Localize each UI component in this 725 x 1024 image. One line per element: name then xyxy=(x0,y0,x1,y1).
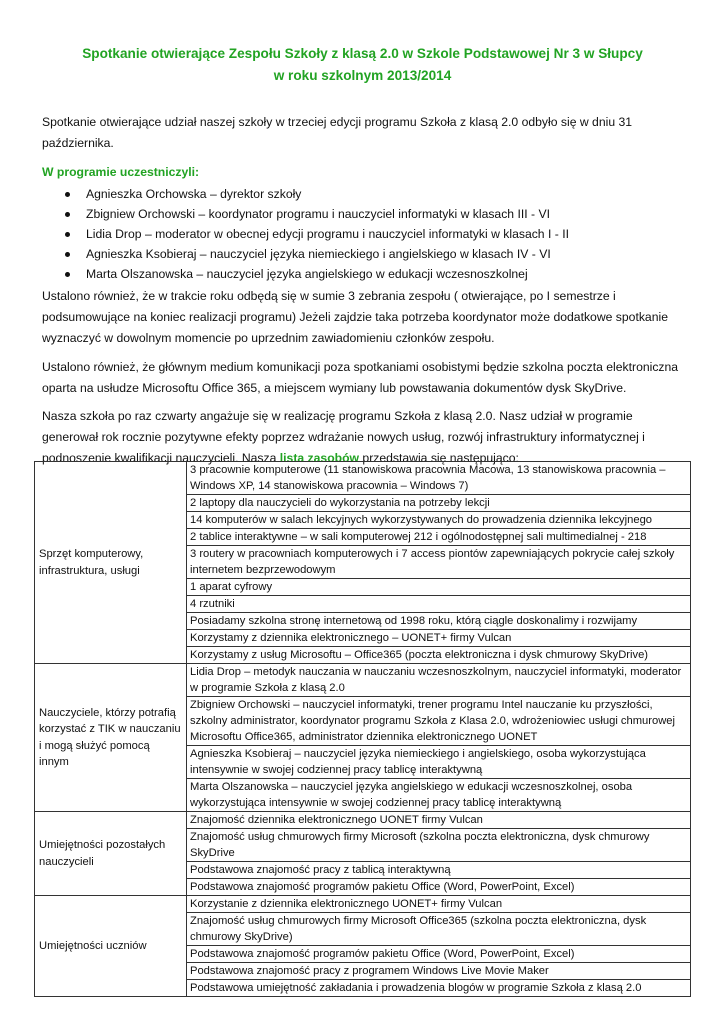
resource-item-cell: 2 tablice interaktywne – w sali komputerowej 212 i ogólnodostępnej sali multimedialnej - 218 xyxy=(187,529,691,546)
resource-item-cell: Znajomość usług chmurowych firmy Microsoft Office365 (szkolna poczta elektroniczna, dysk chmurowy SkyDrive) xyxy=(187,913,691,946)
title-line-2: w roku szkolnym 2013/2014 xyxy=(273,68,452,83)
participant-item: Agnieszka Ksobieraj – nauczyciel języka niemieckiego i angielskiego w klasach IV - VI xyxy=(42,245,692,265)
document-body xyxy=(42,112,692,477)
table-row xyxy=(35,896,691,913)
resources-paragraph xyxy=(42,406,692,468)
resource-item-cell: Agnieszka Ksobieraj – nauczyciel języka niemieckiego i angielskiego, osoba wykorzystująca intensywnie w swojej codziennej pracy tablicę interaktywną xyxy=(187,746,691,779)
resource-item-cell: 14 komputerów w salach lekcyjnych wykorzystywanych do prowadzenia dziennika lekcyjnego xyxy=(187,512,691,529)
participant-item: Agnieszka Orchowska – dyrektor szkoły xyxy=(42,185,692,205)
table-row xyxy=(35,812,691,829)
participant-item: Lidia Drop – moderator w obecnej edycji programu i nauczyciel informatyki w klasach I - II xyxy=(42,225,692,245)
table-row xyxy=(35,664,691,697)
resource-item-cell: Korzystanie z dziennika elektronicznego UONET+ firmy Vulcan xyxy=(187,896,691,913)
resource-item-cell: Podstawowa znajomość programów pakietu Office (Word, PowerPoint, Excel) xyxy=(187,946,691,963)
resource-item-cell: 3 routery w pracowniach komputerowych i 7 access piontów zapewniających pokrycie całej szkoły internetem bezprzewodowym xyxy=(187,546,691,579)
participant-item: Marta Olszanowska – nauczyciel języka angielskiego w edukacji wczesnoszkolnej xyxy=(42,265,692,285)
resources-table xyxy=(34,461,691,997)
participants-list xyxy=(42,185,692,284)
resource-item-cell: Podstawowa znajomość programów pakietu Office (Word, PowerPoint, Excel) xyxy=(187,879,691,896)
resource-item-cell: 1 aparat cyfrowy xyxy=(187,579,691,596)
resource-item-cell: Zbigniew Orchowski – nauczyciel informatyki, trener programu Intel nauczanie ku przyszłości, szkolny administrator, koordynator programu Szkoła z Klasa 2.0, wdrożeniowiec usługi chmurowej Microsoftu Office365, administrator dziennika elektronicznego UONET xyxy=(187,697,691,746)
page-title xyxy=(40,43,685,87)
resources-text-before: Nasza szkoła po raz czwarty angażuje się w realizację programu Szkoła z klasą 2.0. Nasz udział w programie generował rok rocznie pozytywne efekty poprzez wdrażanie nowych usług, rozwój infrastruktury informatycznej i podnoszenie kwalifikacji nauczycieli. Nasza xyxy=(42,409,645,465)
communication-paragraph: Ustalono również, że głównym medium komunikacji poza spotkaniami osobistymi będzie szkolna poczta elektroniczna oparta na usłudze Microsoftu Office 365, a miejscem wymiany lub powstawania dokumentów dysk SkyDrive. xyxy=(42,359,679,395)
title-line-1: Spotkanie otwierające Zespołu Szkoły z klasą 2.0 w Szkole Podstawowej Nr 3 w Słupcy xyxy=(82,46,643,61)
resource-item-cell: Podstawowa znajomość pracy z programem Windows Live Movie Maker xyxy=(187,963,691,980)
resource-item-cell: Znajomość usług chmurowych firmy Microsoft (szkolna poczta elektroniczna, dysk chmurowy SkyDrive xyxy=(187,829,691,862)
meetings-paragraph: Ustalono również, że w trakcie roku odbędą się w sumie 3 zebrania zespołu ( otwierające, po I semestrze i podsumowujące na koniec realizacji programu) Jeżeli zajdzie taka potrzeba koordynator może dodatkowe spotkanie wyznaczyć w dowolnym momencie po uprzednim zawiadomieniu członków zespołu. xyxy=(42,289,668,345)
resource-item-cell: Marta Olszanowska – nauczyciel języka angielskiego w edukacji wczesnoszkolnej, osoba wykorzystująca intensywnie w swojej codziennej pracy tablicę interaktywną xyxy=(187,779,691,812)
resource-item-cell: Podstawowa znajomość pracy z tablicą interaktywną xyxy=(187,862,691,879)
resource-item-cell: 4 rzutniki xyxy=(187,596,691,613)
participants-heading: W programie uczestniczyli: xyxy=(42,164,200,179)
resource-item-cell: Znajomość dziennika elektronicznego UONET firmy Vulcan xyxy=(187,812,691,829)
resource-item-cell: 2 laptopy dla nauczycieli do wykorzystania na potrzeby lekcji xyxy=(187,495,691,512)
category-cell: Umiejętności uczniów xyxy=(35,896,187,997)
resource-item-cell: Posiadamy szkolna stronę internetową od 1998 roku, którą ciągle doskonalimy i rozwijamy xyxy=(187,613,691,630)
resources-text-after: przedstawia się następująco: xyxy=(359,450,519,465)
resource-item-cell: Podstawowa umiejętność zakładania i prowadzenia blogów w programie Szkoła z klasą 2.0 xyxy=(187,980,691,997)
resource-item-cell: Lidia Drop – metodyk nauczania w nauczaniu wczesnoszkolnym, nauczyciel informatyki, moderator w programie Szkoła z klasą 2.0 xyxy=(187,664,691,697)
category-cell: Sprzęt komputerowy, infrastruktura, usługi xyxy=(35,462,187,664)
resource-item-cell: 3 pracownie komputerowe (11 stanowiskowa pracownia Macowa, 13 stanowiskowa pracownia – Windows XP, 14 stanowiskowa pracownia – Windows 7) xyxy=(187,462,691,495)
resource-item-cell: Korzystamy z usług Microsoftu – Office365 (poczta elektroniczna i dysk chmurowy SkyDrive) xyxy=(187,647,691,664)
resources-list-link[interactable]: lista zasobów xyxy=(279,450,360,465)
participant-item: Zbigniew Orchowski – koordynator programu i nauczyciel informatyki w klasach III - VI xyxy=(42,205,692,225)
category-cell: Nauczyciele, którzy potrafią korzystać z TIK w nauczaniu i mogą służyć pomocą innym xyxy=(35,664,187,812)
table-row xyxy=(35,462,691,495)
resource-item-cell: Korzystamy z dziennika elektronicznego – UONET+ firmy Vulcan xyxy=(187,630,691,647)
intro-paragraph: Spotkanie otwierające udział naszej szkoły w trzeciej edycji programu Szkoła z klasą 2.0 odbyło się w dniu 31 października. xyxy=(42,115,633,150)
category-cell: Umiejętności pozostałych nauczycieli xyxy=(35,812,187,896)
